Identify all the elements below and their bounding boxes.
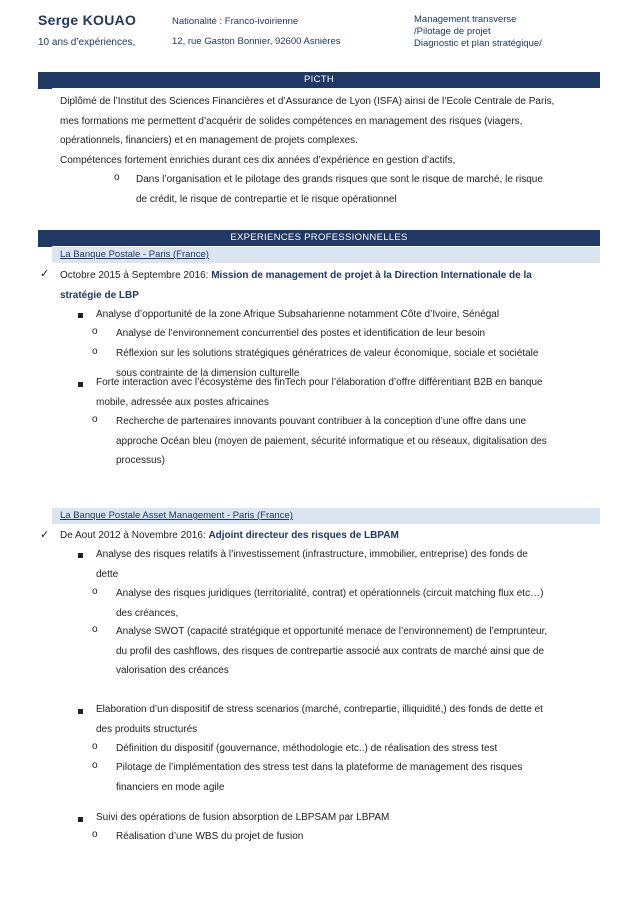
- circle-bullet-icon: o: [114, 172, 120, 183]
- job-period: De Aout 2012 à Novembre 2016:: [60, 530, 209, 541]
- pitch-bullet: [136, 170, 600, 209]
- company-banner-lbpam: [52, 508, 600, 524]
- subtask-item: [116, 412, 600, 471]
- subtask-line: valorisation des créances: [116, 665, 229, 676]
- square-bullet-icon: [78, 382, 83, 387]
- address: 12, rue Gaston Bonnier, 92600 Asnières: [172, 36, 341, 47]
- square-bullet-icon: [78, 553, 83, 558]
- task-line: Elaboration d’un dispositif de stress scenarios (marché, contrepartie, illiquidité,) des fonds de dette et: [96, 704, 543, 715]
- circle-bullet-icon: o: [92, 741, 98, 752]
- task-item: [96, 373, 600, 412]
- subtask-line: processus): [116, 455, 165, 466]
- subtask-line: Réflexion sur les solutions stratégiques génératrices de valeur économique, sociale et sociétale: [116, 348, 539, 359]
- job-role: Mission de management de projet à la Direction Internationale de la: [211, 270, 532, 281]
- subtask-line: Recherche de partenaires innovants pouvant contribuer à la conception d’une offre dans une: [116, 416, 527, 427]
- pitch-line: Diplômé de l’Institut des Sciences Financières et d’Assurance de Lyon (ISFA) ainsi de l’Ecole Centrale de Paris,: [60, 96, 555, 107]
- company-name: La Banque Postale Asset Management - Paris (France): [60, 510, 293, 521]
- pitch-line: opérationnels, financiers) et en management de projets complexes.: [60, 135, 358, 146]
- skills-line: /Pilotage de projet: [414, 26, 491, 37]
- subtask-line: Pilotage de l’implémentation des stress test dans la plateforme de management des risques: [116, 762, 523, 773]
- job-title-block: [60, 266, 600, 305]
- subtask-item: [116, 622, 600, 681]
- task-line: Analyse des risques relatifs à l’investissement (infrastructure, immobilier, entreprise) des fonds de: [96, 549, 528, 560]
- circle-bullet-icon: o: [92, 829, 98, 840]
- subtask-item: Définition du dispositif (gouvernance, méthodologie etc..) de réalisation des stress test: [116, 743, 498, 754]
- checkmark-icon: ✓: [40, 268, 50, 280]
- task-item: [96, 700, 600, 739]
- pitch-line: Compétences fortement enrichies durant ces dix années d’expérience en gestion d’actifs,: [60, 154, 456, 166]
- identity-block: [38, 12, 136, 48]
- task-item: Analyse d’opportunité de la zone Afrique Subsaharienne notamment Côte d’Ivoire, Sénégal: [96, 309, 500, 320]
- nationality: Nationalité : Franco-ivoirienne: [172, 16, 299, 27]
- pitch-bullet-line: de crédit, le risque de contrepartie et le risque opérationnel: [136, 193, 397, 205]
- subtask-line: des créances,: [116, 607, 179, 619]
- job-period: [60, 266, 532, 286]
- subtask-line: approche Océan bleu (moyen de paiement, sécurité informatique et ou réseaux, digitalisation des: [116, 435, 547, 447]
- job-period-text: Octobre 2015 à Septembre 2016:: [60, 270, 212, 281]
- square-bullet-icon: [78, 313, 83, 318]
- task-line: dette: [96, 568, 119, 580]
- task-line: Forte interaction avec l’écosystème des finTech pour l’élaboration d’offre différentiant B2B en banque: [96, 377, 543, 388]
- task-line: mobile, adressée aux postes africaines: [96, 396, 269, 408]
- experience-years: 10 ans d’expériences,: [38, 37, 136, 48]
- skills-line: Diagnostic et plan stratégique/: [414, 38, 542, 49]
- circle-bullet-icon: o: [92, 624, 98, 635]
- subtask-item: Analyse de l’environnement concurrentiel des postes et identification de leur besoin: [116, 328, 486, 339]
- cv-header: [38, 12, 606, 52]
- circle-bullet-icon: o: [92, 346, 98, 357]
- company-name: La Banque Postale - Paris (France): [60, 249, 209, 260]
- subtask-line: Analyse SWOT (capacité stratégique et opportunité menace de l’environnement) de l’emprunteur,: [116, 626, 548, 637]
- circle-bullet-icon: o: [92, 326, 98, 337]
- divider: [38, 246, 52, 247]
- subtask-item: Réalisation d’une WBS du projet de fusion: [116, 831, 304, 842]
- pitch-line: mes formations me permettent d’acquérir de solides compétences en management des risques (viagers,: [60, 115, 523, 127]
- candidate-name: Serge KOUAO: [38, 12, 137, 28]
- section-title-picth: PICTH: [38, 72, 600, 88]
- subtask-item: [116, 758, 600, 797]
- subtask-line: financiers en mode agile: [116, 781, 225, 793]
- task-line: des produits structurés: [96, 723, 198, 735]
- task-item: Suivi des opérations de fusion absorption de LBPSAM par LBPAM: [96, 812, 390, 823]
- section-title-experiences: EXPERIENCES PROFESSIONNELLES: [38, 230, 600, 246]
- circle-bullet-icon: o: [92, 586, 98, 597]
- contact-block: [172, 12, 340, 47]
- checkmark-icon: ✓: [40, 529, 50, 541]
- job-role-cont: stratégie de LBP: [60, 289, 139, 301]
- job-title-block: [60, 526, 600, 546]
- divider: [38, 88, 52, 89]
- job-role: Adjoint directeur des risques de LBPAM: [208, 530, 399, 541]
- pitch-bullet-line: Dans l’organisation et le pilotage des grands risques que sont le risque de marché, le risque: [136, 174, 543, 185]
- pitch-paragraph: [60, 92, 600, 170]
- job-title-line: [60, 266, 600, 286]
- circle-bullet-icon: o: [92, 414, 98, 425]
- skills-line: Management transverse: [414, 14, 517, 25]
- company-banner-lbp: [52, 247, 600, 263]
- task-item: [96, 545, 600, 584]
- subtask-item: [116, 584, 600, 623]
- skills-block: [414, 14, 542, 50]
- subtask-line: sous contrainte de la dimension culturelle: [116, 367, 300, 379]
- subtask-line: du profil des cashflows, des risques de contrepartie associé aux contrats de marché ainsi que de: [116, 645, 545, 657]
- subtask-line: Analyse des risques juridiques (territorialité, contrat) et opérationnels (circuit matching flux etc…): [116, 588, 544, 599]
- circle-bullet-icon: o: [92, 760, 98, 771]
- square-bullet-icon: [78, 709, 83, 714]
- skills-summary: [414, 14, 542, 50]
- square-bullet-icon: [78, 817, 83, 822]
